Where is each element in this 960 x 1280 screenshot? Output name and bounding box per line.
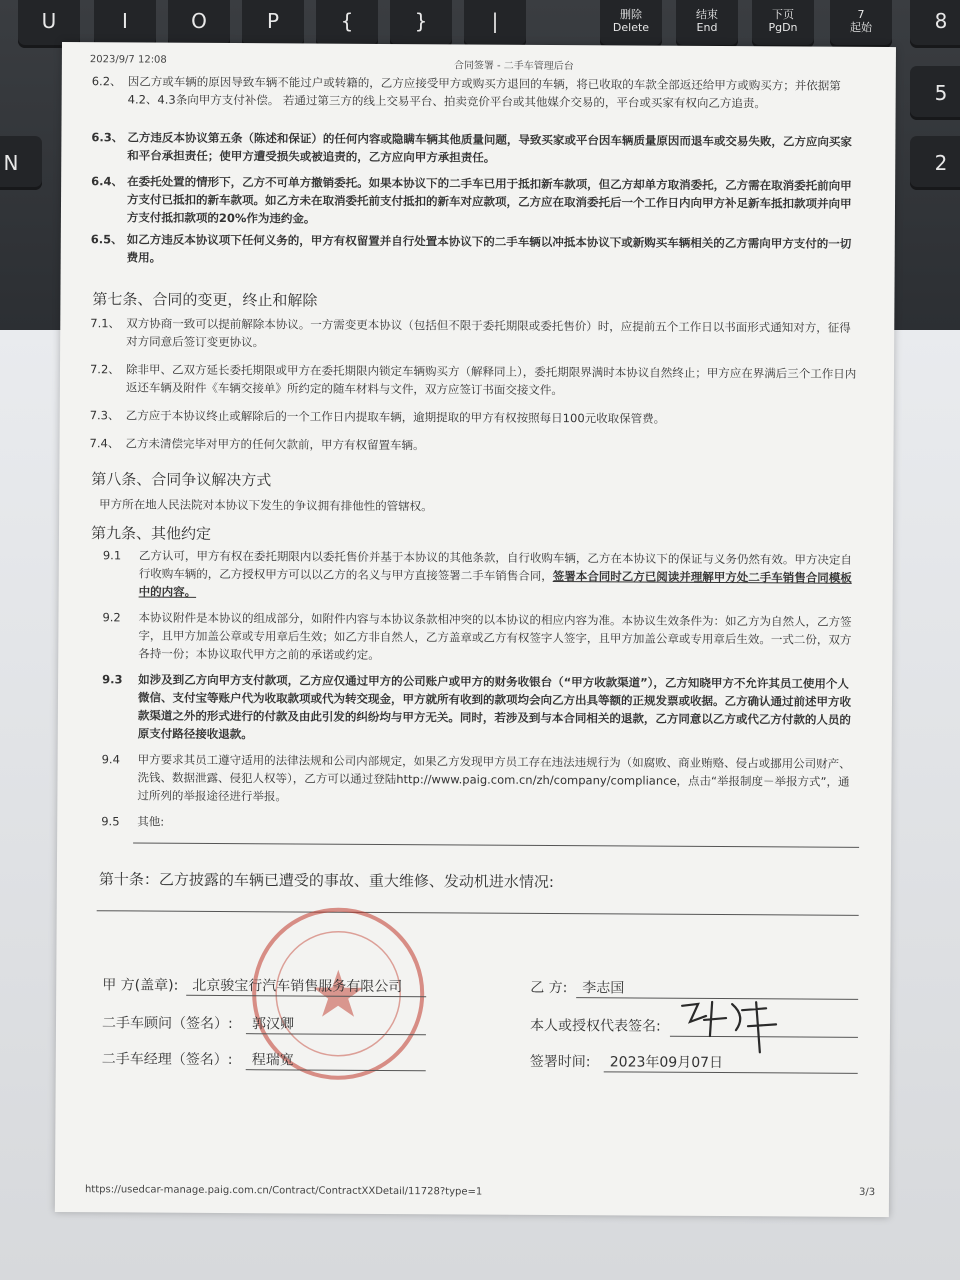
- clause-6-2: [92, 72, 862, 113]
- clause-number: 9.3: [102, 672, 123, 687]
- key-delete-top: 删除: [620, 8, 642, 21]
- clause-number: 6.5、: [90, 232, 123, 247]
- clause-number: 6.4、: [91, 174, 124, 189]
- key-delete: [600, 0, 662, 48]
- clause-9-2: [102, 608, 858, 667]
- clause-9-1: [103, 546, 859, 605]
- clause-number: 7.4、: [89, 436, 120, 451]
- section-9-title: 第九条、其他约定: [90, 524, 212, 543]
- key-pgdn-bottom: PgDn: [768, 21, 798, 34]
- key-home-bottom: 起始: [850, 21, 872, 34]
- key-p: P: [242, 0, 304, 48]
- sign-date-line: [604, 1071, 858, 1074]
- clause-9-3: [102, 670, 858, 747]
- other-terms-line: [133, 842, 859, 847]
- sign-date-value: 2023年09月07日: [609, 1054, 724, 1072]
- key-brace-right: }: [390, 0, 452, 48]
- representative-label: 本人或授权代表签名:: [529, 1017, 661, 1035]
- footer-url: https://usedcar-manage.paig.com.cn/Contract/ContractXXDetail/11728?type=1: [84, 1184, 483, 1198]
- clause-number: 9.5: [101, 814, 120, 829]
- clause-text: 乙方认可，甲方有权在委托期限内以委托售价并基于本协议的其他条款，自行收购车辆，乙方在本协议下的保证与义务仍然有效。甲方决定自行收购车辆的，乙方授权甲方可以以乙方的名义与甲方直接签署二手车销售合同，: [138, 548, 852, 584]
- section-10-title: 第十条：乙方披露的车辆已遭受的事故、重大维修、发动机进水情况:: [98, 870, 554, 892]
- clause-text: 因乙方或车辆的原因导致车辆不能过户或转籍的，乙方应接受甲方或购买方退回的车辆，将已收取的车款全部返还给甲方或购买方；并依据第4.2、4.3条向甲方支付补偿。 若通过第三方的线上交易平台、拍卖竞价平台或其他媒介交易的，平台或买家有权向乙方追责。: [127, 74, 841, 111]
- party-a-label: 甲 方(盖章):: [102, 977, 179, 994]
- clause-number: 6.3、: [91, 130, 124, 145]
- print-title: 合同签署 - 二手车管理后台: [453, 60, 574, 73]
- clause-text-emphasis: 签署本合同时乙方已阅读并理解甲方处二手车销售合同模板中的内容。: [138, 569, 852, 599]
- clause-6-4: [91, 172, 861, 231]
- clause-text: 甲方要求其员工遵守适用的法律法规和公司内部规定，如果乙方发现甲方员工存在违法违规行为（如腐败、商业贿赂、侵占或挪用公司财产、洗钱、数据泄露、侵犯人权等），乙方可以通过登陆http://www.paig.com.cn/zh/company/compliance，点击“举报制度－举报方式”，通过所列的举报途径进行举报。: [137, 752, 851, 804]
- advisor-value: 郭汉卿: [251, 1016, 295, 1033]
- key-2: 2: [910, 136, 960, 190]
- section-8-text: 甲方所在地人民法院对本协议下发生的争议拥有排他性的管辖权。: [99, 497, 433, 514]
- key-o: O: [168, 0, 230, 48]
- key-u: U: [18, 0, 80, 48]
- page-number: 3/3: [858, 1186, 876, 1198]
- clause-text: 如乙方违反本协议项下任何义务的，甲方有权留置并自行处置本协议下的二手车辆以冲抵本协议下或新购买车辆相关的乙方需向甲方支付的一切费用。: [126, 232, 852, 265]
- clause-number: 9.4: [101, 752, 120, 767]
- contract-page: [55, 42, 896, 1217]
- clause-number: 6.2、: [91, 74, 122, 89]
- clause-number: 7.3、: [89, 408, 120, 423]
- clause-number: 9.1: [102, 548, 122, 563]
- section-8-title: 第八条、合同争议解决方式: [91, 470, 272, 490]
- clause-text: 其他:: [137, 814, 165, 829]
- clause-7-1: [90, 314, 860, 355]
- key-5: 5: [910, 66, 960, 120]
- key-n: N: [0, 136, 42, 190]
- party-b-value: 李志国: [582, 980, 625, 997]
- clause-text: 乙方应于本协议终止或解除后的一个工作日内提取车辆，逾期提取的甲方有权按照每日100元收取保管费。: [125, 408, 666, 426]
- clause-9-5: [101, 812, 857, 835]
- clause-number: 7.2、: [89, 362, 120, 377]
- clause-text: 如涉及到乙方向甲方支付款项，乙方应仅通过甲方的公司账户或甲方的财务收银台（“甲方收款渠道”），乙方知晓甲方不允许其员工使用个人微信、支付宝等账户代为收取款项或代为转交现金，甲方就所有收到的款项均会向乙方出具等额的正规发票或收据。乙方确认通过前述甲方收款渠道之外的形式进行的付款及由此引发的纠纷均与甲方无关。同时，若涉及到与本合同相关的退款，乙方同意以乙方或代乙方付款的人员的原支付路径接收退款。: [137, 672, 852, 742]
- party-a-value: 北京骏宝行汽车销售服务有限公司: [192, 977, 403, 996]
- advisor-label: 二手车顾问（签名）:: [101, 1015, 233, 1033]
- manager-value: 程瑞宽: [251, 1052, 294, 1069]
- clause-text: 除非甲、乙双方延长委托期限或甲方在委托期限内锁定车辆购买方（解释同上），委托期限界满时本协议自然终止；甲方应在界满后三个工作日内返还车辆及附件《车辆交接单》所约定的随车材料与文件，双方应签订书面交接文件。: [125, 362, 857, 398]
- party-b-label: 乙 方:: [530, 979, 568, 997]
- key-end: [676, 0, 738, 48]
- key-home: [830, 0, 892, 48]
- clause-text: 在委托处置的情形下，乙方不可单方撤销委托。如果本协议下的二手车已用于抵扣新车款项，但乙方却单方取消委托，乙方需在取消委托前向甲方支付已抵扣的新车款项。如乙方未在取消委托前支付抵扣的新车对应款项，乙方应在取消委托后一个工作日内向甲方补足新车抵扣款项并向甲方支付抵扣款项的20%作为违约金。: [126, 174, 852, 226]
- manager-label: 二手车经理（签名）:: [101, 1051, 233, 1069]
- handwritten-signature: [676, 996, 786, 1057]
- section-7-title: 第七条、合同的变更，终止和解除: [92, 290, 318, 310]
- clause-6-5: [91, 230, 861, 271]
- key-home-top: 7: [857, 8, 865, 21]
- key-i: I: [94, 0, 156, 48]
- sign-date-label: 签署时间:: [529, 1053, 591, 1071]
- key-end-bottom: End: [696, 21, 718, 34]
- key-pgdn: [752, 0, 814, 48]
- key-pgdn-top: 下页: [772, 8, 794, 21]
- clause-number: 9.2: [102, 610, 121, 625]
- clause-9-4: [101, 750, 857, 809]
- key-delete-bottom: Delete: [612, 21, 650, 34]
- clause-number: 7.1、: [90, 316, 121, 331]
- clause-text: 双方协商一致可以提前解除本协议。一方需变更本协议（包括但不限于委托期限或委托售价）时，应提前五个工作日以书面形式通知对方，征得对方同意后签订变更协议。: [126, 316, 851, 350]
- clause-text: 本协议附件是本协议的组成部分，如附件内容与本协议条款相冲突的以本协议的相应内容为准。本协议生效条件为：如乙方为自然人，乙方签字，且甲方加盖公章或专用章后生效；如乙方非自然人，乙方盖章或乙方有权签字人签字，且甲方加盖公章或专用章后生效。一式二份，双方各持一份；本协议取代甲方之前的承诺或约定。: [138, 610, 852, 662]
- clause-7-3: [90, 406, 860, 429]
- clause-text: 乙方未清偿完毕对甲方的任何欠款前，甲方有权留置车辆。: [125, 436, 425, 453]
- key-pipe: |: [464, 0, 526, 48]
- clause-text: 乙方违反本协议第五条（陈述和保证）的任何内容或隐瞒车辆其他质量问题，导致买家或平台因车辆质量原因而退车或交易失败，乙方应向买家和平台承担责任；使甲方遭受损失或被追责的，乙方应向甲方承担责任。: [127, 130, 852, 165]
- clause-7-2: [90, 360, 860, 401]
- clause-7-4: [89, 434, 859, 457]
- disclosure-line: [97, 910, 859, 916]
- key-end-top: 结束: [696, 8, 718, 21]
- key-brace-left: {: [316, 0, 378, 48]
- clause-6-3: [91, 128, 861, 169]
- print-datetime: 2023/9/7 12:08: [89, 54, 167, 66]
- key-8: 8: [910, 0, 960, 48]
